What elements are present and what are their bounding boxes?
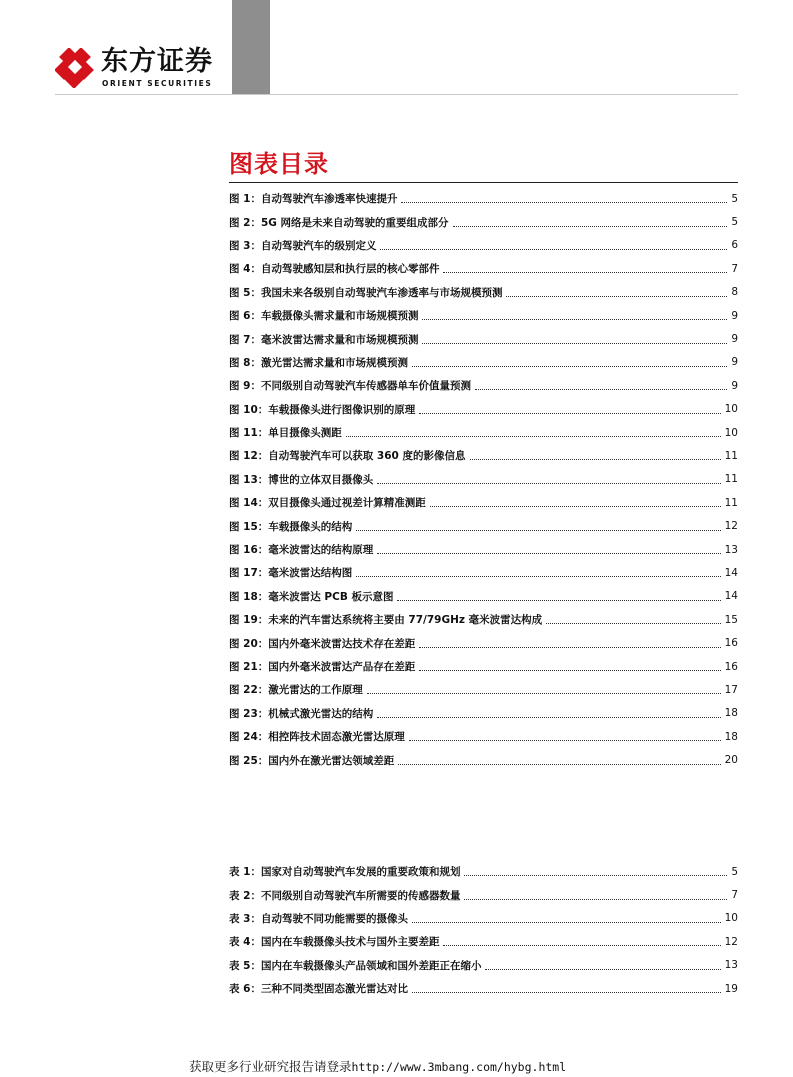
title-divider <box>229 182 738 183</box>
footer-note <box>189 1057 566 1075</box>
figure-toc-entry[interactable] <box>229 257 738 280</box>
figure-toc-entry[interactable] <box>229 631 738 654</box>
toc-entry-page-number: 9 <box>731 333 738 346</box>
toc-entry-label: 图 14：双目摄像头通过视差计算精准测距 <box>229 497 426 510</box>
toc-entry-label: 图 16：毫米波雷达的结构原理 <box>229 544 374 557</box>
toc-entry-label: 图 20：国内外毫米波雷达技术存在差距 <box>229 637 416 650</box>
figure-toc-entry[interactable] <box>229 491 738 514</box>
figure-toc-entry[interactable] <box>229 538 738 561</box>
dot-leader <box>506 296 727 297</box>
dot-leader <box>485 969 720 970</box>
figure-toc-entry[interactable] <box>229 514 738 537</box>
dot-leader <box>380 249 727 250</box>
toc-entry-page-number: 14 <box>724 590 738 603</box>
table-toc-entry[interactable] <box>229 977 738 1000</box>
page-title: 图表目录 <box>229 150 329 178</box>
table-toc-entry[interactable] <box>229 907 738 930</box>
figure-toc-entry[interactable] <box>229 398 738 421</box>
toc-entry-label: 图 13：博世的立体双目摄像头 <box>229 473 374 486</box>
toc-entry-label: 表 4：国内在车载摄像头技术与国外主要差距 <box>229 936 440 949</box>
toc-entry-page-number: 18 <box>724 730 738 743</box>
toc-entry-label: 图 7：毫米波雷达需求量和市场规模预测 <box>229 333 419 346</box>
figure-toc-entry[interactable] <box>229 725 738 748</box>
figure-toc-entry[interactable] <box>229 585 738 608</box>
figure-toc-entry[interactable] <box>229 327 738 350</box>
figure-toc-entry[interactable] <box>229 748 738 771</box>
dot-leader <box>419 647 720 648</box>
toc-entry-page-number: 13 <box>724 543 738 556</box>
toc-entry-label: 图 25：国内外在激光雷达领域差距 <box>229 754 395 767</box>
toc-entry-page-number: 9 <box>731 309 738 322</box>
header-gray-tab <box>232 0 270 95</box>
toc-entry-label: 图 11：单目摄像头测距 <box>229 427 342 440</box>
figure-toc-entry[interactable] <box>229 468 738 491</box>
figure-toc-entry[interactable] <box>229 234 738 257</box>
toc-entry-page-number: 10 <box>724 912 738 925</box>
toc-entry-page-number: 13 <box>724 959 738 972</box>
dot-leader <box>377 717 720 718</box>
toc-entry-page-number: 16 <box>724 660 738 673</box>
figure-toc-entry[interactable] <box>229 374 738 397</box>
toc-entry-page-number: 5 <box>731 192 738 205</box>
table-toc-entry[interactable] <box>229 954 738 977</box>
toc-entry-label: 图 24：相控阵技术固态激光雷达原理 <box>229 731 405 744</box>
toc-entry-label: 图 17：毫米波雷达结构图 <box>229 567 353 580</box>
dot-leader <box>412 922 721 923</box>
toc-entry-page-number: 10 <box>724 426 738 439</box>
figure-toc-entry[interactable] <box>229 702 738 725</box>
figure-toc-entry[interactable] <box>229 421 738 444</box>
footer-text: 获取更多行业研究报告请登录 <box>189 1059 352 1074</box>
figure-toc-entry[interactable] <box>229 561 738 584</box>
dot-leader <box>443 272 727 273</box>
toc-entry-label: 图 2：5G 网络是未来自动驾驶的重要组成部分 <box>229 216 449 229</box>
toc-entry-page-number: 16 <box>724 637 738 650</box>
dot-leader <box>443 945 720 946</box>
toc-entry-label: 表 6：三种不同类型固态激光雷达对比 <box>229 983 408 996</box>
toc-entry-page-number: 10 <box>724 403 738 416</box>
toc-entry-label: 表 5：国内在车载摄像头产品领域和国外差距正在缩小 <box>229 959 482 972</box>
toc-entry-page-number: 9 <box>731 379 738 392</box>
figure-toc-entry[interactable] <box>229 444 738 467</box>
figure-toc-entry[interactable] <box>229 304 738 327</box>
dot-leader <box>412 992 721 993</box>
company-logo <box>55 46 215 90</box>
dot-leader <box>422 319 727 320</box>
toc-entry-label: 图 15：车载摄像头的结构 <box>229 520 353 533</box>
dot-leader <box>401 202 727 203</box>
figure-toc-entry[interactable] <box>229 351 738 374</box>
toc-entry-label: 图 22：激光雷达的工作原理 <box>229 684 363 697</box>
toc-entry-page-number: 18 <box>724 707 738 720</box>
toc-entry-page-number: 5 <box>731 865 738 878</box>
toc-entry-page-number: 11 <box>724 449 738 462</box>
toc-entry-label: 图 21：国内外毫米波雷达产品存在差距 <box>229 661 416 673</box>
toc-entry-page-number: 7 <box>731 889 738 902</box>
logo-mark-icon <box>55 48 95 88</box>
toc-entry-label: 图 3：自动驾驶汽车的级别定义 <box>229 239 377 252</box>
toc-entry-page-number: 12 <box>724 935 738 948</box>
toc-entry-label: 图 8：激光雷达需求量和市场规模预测 <box>229 356 408 369</box>
toc-entry-page-number: 12 <box>724 520 738 533</box>
toc-entry-page-number: 7 <box>731 262 738 275</box>
dot-leader <box>367 693 721 694</box>
dot-leader <box>356 530 720 531</box>
dot-leader <box>377 483 720 484</box>
logo-chinese-name: 东方证券 <box>101 46 213 77</box>
toc-entry-label: 图 23：机械式激光雷达的结构 <box>229 707 374 720</box>
dot-leader <box>419 670 720 671</box>
figure-toc-entry[interactable] <box>229 608 738 631</box>
toc-entry-page-number: 6 <box>731 239 738 252</box>
dot-leader <box>412 366 727 367</box>
dot-leader <box>397 600 720 601</box>
figure-toc-entry[interactable] <box>229 678 738 701</box>
dot-leader <box>346 436 721 437</box>
figure-toc-entry[interactable] <box>229 281 738 304</box>
dot-leader <box>356 576 720 577</box>
toc-entry-label: 图 12：自动驾驶汽车可以获取 360 度的影像信息 <box>229 450 466 463</box>
table-toc-entry[interactable] <box>229 883 738 906</box>
dot-leader <box>470 459 721 460</box>
dot-leader <box>430 506 721 507</box>
dot-leader <box>464 899 727 900</box>
toc-entry-page-number: 17 <box>724 683 738 696</box>
header-divider <box>55 94 738 95</box>
table-list <box>229 860 738 1000</box>
toc-entry-label: 图 6：车载摄像头需求量和市场规模预测 <box>229 310 419 323</box>
toc-entry-page-number: 11 <box>724 473 738 486</box>
table-toc-entry[interactable] <box>229 860 738 883</box>
toc-entry-label: 图 19：未来的汽车雷达系统将主要由 77/79GHz 毫米波雷达构成 <box>229 614 543 627</box>
toc-entry-page-number: 15 <box>724 613 738 626</box>
toc-entry-label: 图 9：不同级别自动驾驶汽车传感器单车价值量预测 <box>229 380 471 393</box>
toc-entry-page-number: 11 <box>724 496 738 509</box>
footer-link[interactable]: http://www.3mbang.com/hybg.html <box>351 1060 567 1074</box>
table-toc-entry[interactable] <box>229 930 738 953</box>
toc-entry-label: 图 18：毫米波雷达 PCB 板示意图 <box>229 590 394 603</box>
toc-entry-page-number: 14 <box>724 566 738 579</box>
toc-entry-label: 图 10：车载摄像头进行图像识别的原理 <box>229 403 416 416</box>
toc-entry-page-number: 20 <box>724 754 738 767</box>
toc-entry-label: 表 3：自动驾驶不同功能需要的摄像头 <box>229 912 408 925</box>
dot-leader <box>398 764 720 765</box>
toc-entry-label: 图 4：自动驾驶感知层和执行层的核心零部件 <box>229 263 440 276</box>
dot-leader <box>377 553 720 554</box>
logo-english-name: ORIENT SECURITIES <box>102 79 213 88</box>
dot-leader <box>464 875 727 876</box>
dot-leader <box>419 413 720 414</box>
figure-list <box>229 187 738 772</box>
toc-entry-label: 图 5：我国未来各级别自动驾驶汽车渗透率与市场规模预测 <box>229 286 503 299</box>
dot-leader <box>422 343 727 344</box>
toc-entry-page-number: 5 <box>731 216 738 229</box>
figure-toc-entry[interactable] <box>229 655 738 678</box>
toc-entry-page-number: 9 <box>731 356 738 369</box>
figure-toc-entry[interactable] <box>229 187 738 210</box>
figure-toc-entry[interactable] <box>229 210 738 233</box>
toc-entry-label: 图 1：自动驾驶汽车渗透率快速提升 <box>229 193 398 206</box>
toc-entry-page-number: 8 <box>731 286 738 299</box>
dot-leader <box>409 740 721 741</box>
toc-entry-label: 表 2：不同级别自动驾驶汽车所需要的传感器数量 <box>229 889 461 902</box>
toc-entry-page-number: 19 <box>724 982 738 995</box>
dot-leader <box>453 226 728 227</box>
toc-entry-label: 表 1：国家对自动驾驶汽车发展的重要政策和规划 <box>229 866 461 879</box>
dot-leader <box>546 623 720 624</box>
dot-leader <box>475 389 727 390</box>
